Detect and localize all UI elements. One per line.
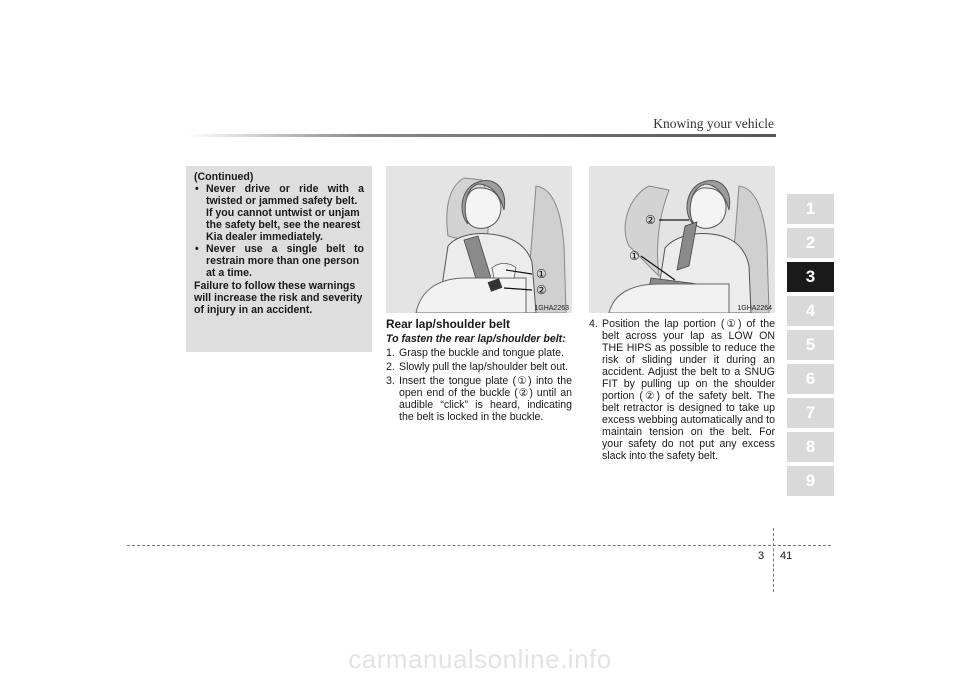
step-text: Grasp the buckle and tongue plate. <box>399 347 564 359</box>
page-number: 41 <box>780 550 793 562</box>
warning-bullet-text: twisted or jammed safety belt. If you cannot untwist or unjam the safety belt, see the nearest Kia dealer immediately. <box>206 195 361 243</box>
callout-1: ① <box>536 267 547 281</box>
figure-rear-belt-buckle <box>386 166 572 313</box>
callout-1: ① <box>629 249 640 263</box>
chapter-tab-4[interactable]: 4 <box>787 296 834 326</box>
warning-bullet-first-line: • Never use a single belt to <box>206 243 364 255</box>
header-rule <box>186 134 776 137</box>
step-item <box>386 375 572 423</box>
step-item <box>386 361 572 373</box>
chapter-tab-5[interactable]: 5 <box>787 330 834 360</box>
chapter-tabs <box>787 194 834 500</box>
footer-rule <box>127 545 831 546</box>
belt-position-illustration <box>589 166 775 313</box>
belt-buckle-illustration <box>386 166 572 313</box>
header-title: Knowing your vehicle <box>653 116 774 131</box>
step-text: Position the lap portion (①) of the belt across your lap as LOW ON THE HIPS as possible to reduce the risk of sliding under it during an accident. Adjust the belt to a SNUG FIT by pulling up on the shoulder portion (②) of the safety belt. The belt retractor is designed to take up excess webbing automatically and to maintain tension on the belt. For your safety do not put any excess slack into the safety belt. <box>602 318 775 462</box>
section-title: Rear lap/shoulder belt <box>386 317 510 331</box>
page-number-divider <box>773 528 774 592</box>
step-item <box>589 318 775 462</box>
step-number: 3. <box>386 375 395 387</box>
step-number: 2. <box>386 361 395 373</box>
figure-code: 1GHA2263 <box>534 305 569 312</box>
callout-2: ② <box>536 283 547 297</box>
warning-bullet-text: restrain more than one person at a time. <box>206 255 360 279</box>
right-column <box>589 318 775 464</box>
step-item <box>386 347 572 359</box>
warning-bullet <box>194 243 364 279</box>
step-text: Slowly pull the lap/shoulder belt out. <box>399 361 569 373</box>
chapter-tab-3[interactable]: 3 <box>787 262 834 292</box>
warning-continued: (Continued) <box>194 171 254 183</box>
warning-bullet <box>194 183 364 243</box>
warning-bullet-first-line: • Never drive or ride with a <box>206 183 364 195</box>
chapter-tab-7[interactable]: 7 <box>787 398 834 428</box>
section-subtitle: To fasten the rear lap/shoulder belt: <box>386 333 566 345</box>
callout-2: ② <box>645 213 656 227</box>
step-number: 1. <box>386 347 395 359</box>
chapter-tab-1[interactable]: 1 <box>787 194 834 224</box>
watermark: carmanualsonline.info <box>348 644 612 674</box>
warning-closing: Failure to follow these warnings will increase the risk and severity of injury in an accident. <box>194 280 363 316</box>
chapter-tab-6[interactable]: 6 <box>787 364 834 394</box>
page-chapter-number: 3 <box>758 550 765 562</box>
middle-column <box>386 318 572 425</box>
warning-box <box>186 166 372 352</box>
chapter-tab-8[interactable]: 8 <box>787 432 834 462</box>
figure-rear-belt-position <box>589 166 775 313</box>
chapter-tab-9[interactable]: 9 <box>787 466 834 496</box>
step-text: Insert the tongue plate (①) into the open end of the buckle (②) until an audible “click” is heard, indicating the belt is locked in the buckle. <box>399 375 572 423</box>
step-number: 4. <box>589 318 598 330</box>
figure-code: 1GHA2264 <box>737 305 772 312</box>
warning-list <box>194 183 364 279</box>
chapter-tab-2[interactable]: 2 <box>787 228 834 258</box>
